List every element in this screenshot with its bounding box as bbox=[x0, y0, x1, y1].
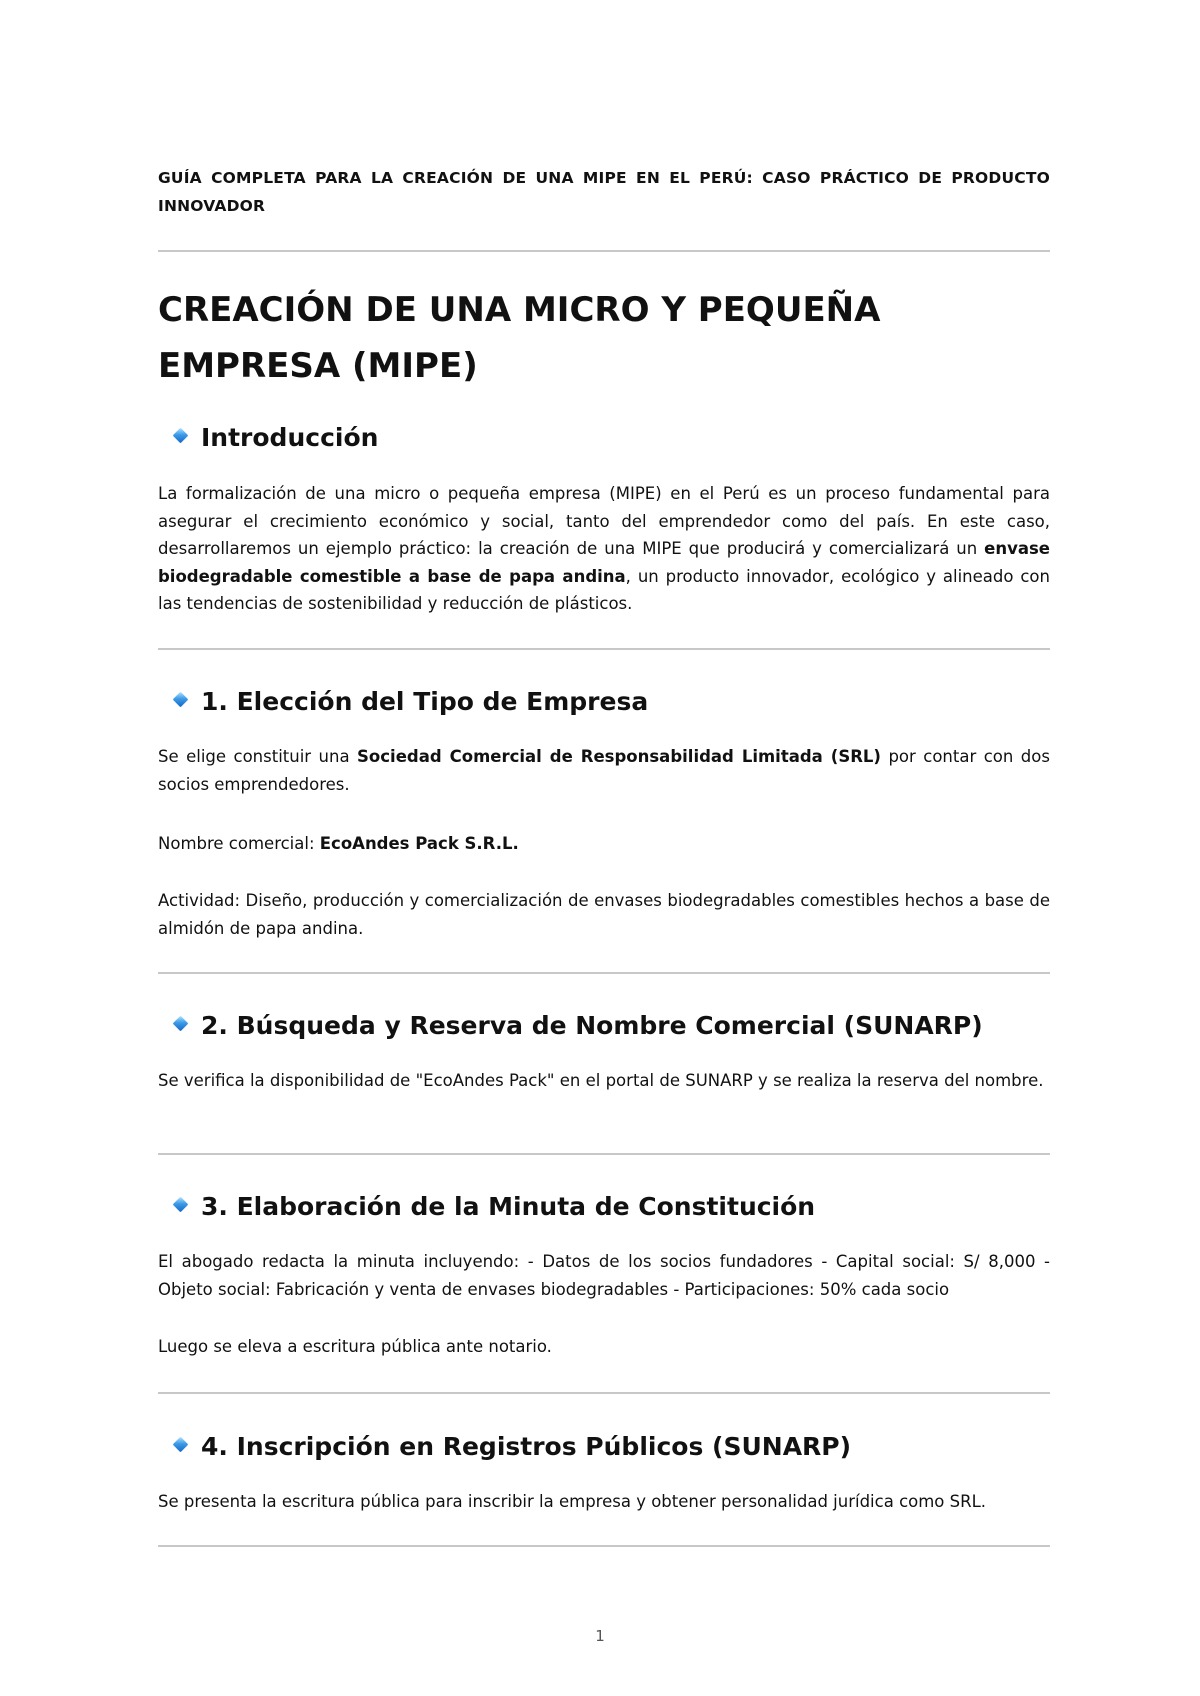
diamond-bullet-icon bbox=[173, 1196, 189, 1212]
divider bbox=[158, 250, 1050, 252]
diamond-bullet-icon bbox=[173, 1015, 189, 1031]
diamond-bullet-icon bbox=[173, 427, 189, 443]
diamond-bullet-icon bbox=[173, 691, 189, 707]
section1-paragraph-1 bbox=[158, 743, 1050, 798]
section-heading-label: 2. Búsqueda y Reserva de Nombre Comercial (SUNARP) bbox=[201, 1011, 983, 1040]
page-title: CREACIÓN DE UNA MICRO Y PEQUEÑA EMPRESA (MIPE) bbox=[158, 290, 881, 386]
section-heading-1 bbox=[172, 684, 648, 720]
divider bbox=[158, 1153, 1050, 1155]
divider bbox=[158, 648, 1050, 650]
divider bbox=[158, 1545, 1050, 1547]
section4-paragraph-1: Se presenta la escritura pública para inscribir la empresa y obtener personalidad jurídica como SRL. bbox=[158, 1492, 987, 1511]
section1-text: Se elige constituir una bbox=[158, 747, 358, 766]
section1-paragraph-2 bbox=[158, 830, 1050, 858]
section2-paragraph-1: Se verifica la disponibilidad de "EcoAndes Pack" en el portal de SUNARP y se realiza la reserva del nombre. bbox=[158, 1071, 1044, 1090]
trade-name-label: Nombre comercial: bbox=[158, 834, 320, 853]
intro-text: La formalización de una micro o pequeña empresa (MIPE) en el Perú es un proceso fundamental para asegurar el crecimiento económico y social, tanto del emprendedor como del país. En este caso, desarrollaremos un ejemplo práctico: la creación de una MIPE que producirá y comercializará un bbox=[158, 484, 1050, 558]
section-heading-label: Introducción bbox=[201, 423, 379, 452]
intro-bold-text: envase biodegradable comestible a base de papa andina bbox=[158, 539, 1050, 586]
section-heading-label: 1. Elección del Tipo de Empresa bbox=[201, 687, 649, 716]
section3-paragraph-2: Luego se eleva a escritura pública ante notario. bbox=[158, 1337, 552, 1356]
section-heading-label: 4. Inscripción en Registros Públicos (SUNARP) bbox=[201, 1432, 852, 1461]
section1-text-end: por contar con dos socios emprendedores. bbox=[158, 747, 1050, 794]
document-header: GUÍA COMPLETA PARA LA CREACIÓN DE UNA MIPE EN EL PERÚ: CASO PRÁCTICO DE PRODUCTO INNOVADOR bbox=[158, 169, 1050, 215]
page-number: 1 bbox=[595, 1627, 605, 1645]
divider bbox=[158, 972, 1050, 974]
section-heading-introduccion bbox=[172, 420, 378, 456]
diamond-bullet-icon bbox=[173, 1436, 189, 1452]
section-heading-4 bbox=[172, 1429, 851, 1465]
trade-name-value: EcoAndes Pack S.R.L. bbox=[319, 834, 519, 853]
section3-paragraph-1: El abogado redacta la minuta incluyendo: - Datos de los socios fundadores - Capital social: S/ 8,000 - Objeto social: Fabricación y venta de envases biodegradables - Participaciones: 50% cada socio bbox=[158, 1252, 1050, 1299]
section-heading-3 bbox=[172, 1189, 815, 1225]
section1-bold-text: Sociedad Comercial de Responsabilidad Limitada (SRL) bbox=[357, 747, 881, 766]
divider bbox=[158, 1392, 1050, 1394]
section-heading-2 bbox=[172, 1008, 983, 1044]
intro-paragraph bbox=[158, 480, 1050, 618]
intro-text-end: , un producto innovador, ecológico y alineado con las tendencias de sostenibilidad y reducción de plásticos. bbox=[158, 566, 1050, 613]
section1-paragraph-3: Actividad: Diseño, producción y comercialización de envases biodegradables comestibles hechos a base de almidón de papa andina. bbox=[158, 891, 1050, 938]
section-heading-label: 3. Elaboración de la Minuta de Constitución bbox=[201, 1192, 816, 1221]
